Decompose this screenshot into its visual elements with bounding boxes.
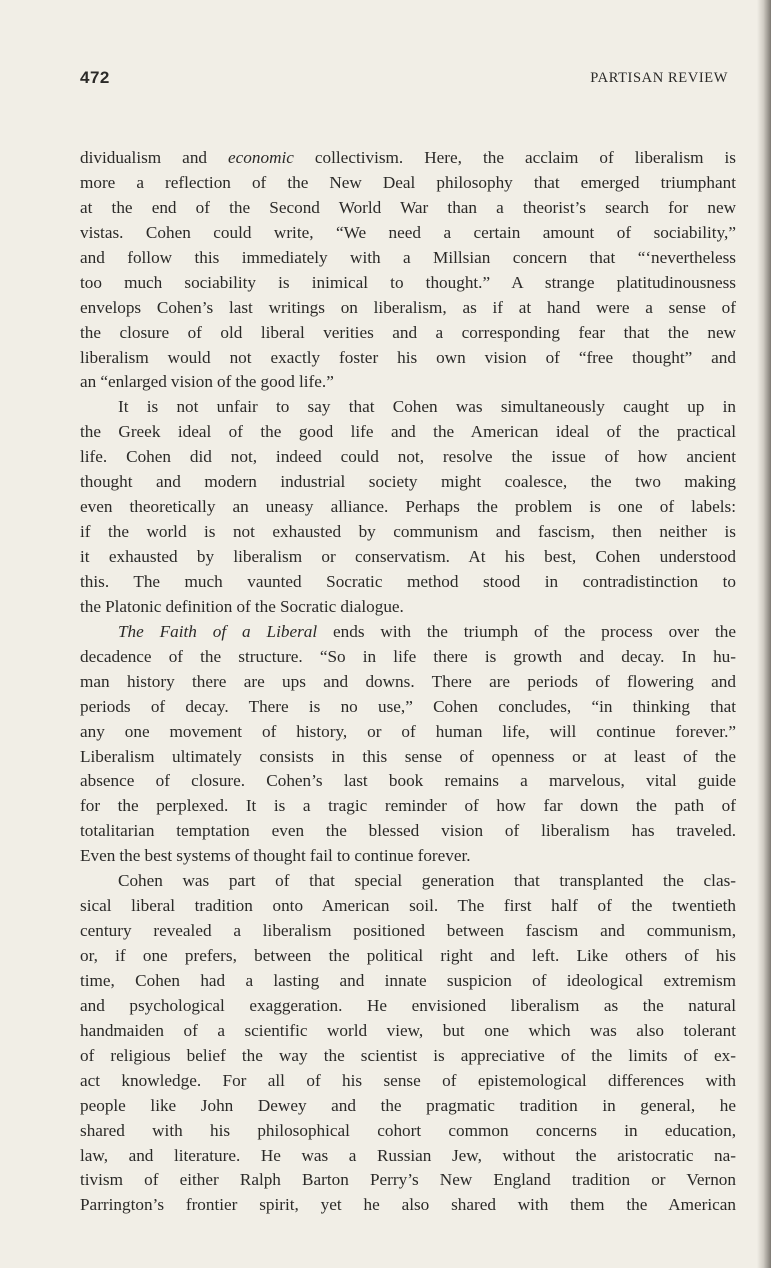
text-run: decadence of the structure. “So in life there is growth and decay. In hu-	[80, 646, 736, 666]
text-line	[80, 445, 736, 470]
text-line	[80, 869, 736, 894]
text-line	[80, 321, 736, 346]
text-run: It is not unfair to say that Cohen was simultaneously caught up in	[118, 397, 736, 417]
text-run: people like John Dewey and the pragmatic tradition in general, he	[80, 1095, 736, 1115]
text-run: Liberalism ultimately consists in this sense of openness or at least of the	[80, 746, 736, 766]
text-run: sical liberal tradition onto American soil. The first half of the twentieth	[80, 896, 736, 916]
journal-title: PARTISAN REVIEW	[590, 70, 728, 86]
text-run: collectivism. Here, the acclaim of liberalism is	[293, 148, 736, 167]
text-run: dividualism and	[80, 148, 229, 167]
text-line	[80, 894, 736, 919]
paragraph	[80, 620, 736, 869]
text-run: and psychological exaggeration. He envisioned liberalism as the natural	[80, 995, 736, 1015]
text-line	[80, 944, 736, 969]
text-line	[80, 1019, 736, 1044]
text-line	[80, 520, 736, 545]
text-line	[80, 346, 736, 371]
text-run: time, Cohen had a lasting and innate suspicion of ideological extremism	[80, 970, 736, 990]
text-run: and follow this immediately with a Millsian concern that “‘nevertheless	[80, 247, 736, 267]
running-head	[80, 68, 728, 96]
text-line	[80, 1193, 736, 1218]
text-line	[80, 695, 736, 720]
text-run: the closure of old liberal verities and a corresponding fear that the new	[80, 322, 736, 342]
text-line	[80, 844, 736, 869]
italic-text: The Faith of a Liberal	[118, 621, 318, 641]
page-number: 472	[80, 68, 110, 87]
text-line	[80, 296, 736, 321]
text-run: handmaiden of a scientific world view, but one which was also tolerant	[80, 1020, 736, 1040]
text-run: the Platonic definition of the Socratic dialogue.	[80, 596, 404, 616]
text-run: Cohen was part of that special generation that transplanted the clas-	[118, 871, 736, 891]
text-line	[80, 246, 736, 271]
text-run: at the end of the Second World War than a theorist’s search for new	[80, 197, 736, 217]
text-run: ends with the triumph of the process over the	[317, 621, 736, 641]
text-run: liberalism would not exactly foster his own vision of “free thought” and	[80, 347, 736, 367]
text-run: totalitarian temptation even the blessed vision of liberalism has traveled.	[80, 821, 736, 841]
text-line	[80, 495, 736, 520]
text-run: or, if one prefers, between the political right and left. Like others of his	[80, 946, 736, 965]
text-line	[80, 1168, 736, 1193]
text-line	[80, 969, 736, 994]
text-line	[80, 919, 736, 944]
text-run: shared with his philosophical cohort common concerns in education,	[80, 1120, 736, 1140]
text-run: act knowledge. For all of his sense of epistemological differences with	[80, 1070, 736, 1090]
text-line	[80, 769, 736, 794]
text-run: more a reflection of the New Deal philosophy that emerged triumphant	[80, 172, 736, 192]
text-run: tivism of either Ralph Barton Perry’s New England tradition or Vernon	[80, 1170, 736, 1190]
article-body	[80, 146, 736, 1218]
text-run: law, and literature. He was a Russian Jew, without the aristocratic na-	[80, 1145, 736, 1165]
text-run: too much sociability is inimical to thought.” A strange platitudinousness	[80, 272, 736, 292]
text-line	[80, 794, 736, 819]
paragraph	[80, 869, 736, 1218]
page-edge-shadow	[757, 0, 771, 1268]
text-run: thought and modern industrial society might coalesce, the two making	[80, 472, 736, 492]
text-line	[80, 545, 736, 570]
text-run: Parrington’s frontier spirit, yet he also shared with them the American	[80, 1195, 736, 1215]
text-run: any one movement of history, or of human life, will continue forever.”	[80, 721, 736, 741]
text-run: Even the best systems of thought fail to continue forever.	[80, 846, 471, 866]
text-run: this. The much vaunted Socratic method stood in contradistinction to	[80, 571, 736, 591]
text-line	[80, 1119, 736, 1144]
italic-text: economic	[228, 148, 294, 167]
text-line	[80, 745, 736, 770]
text-run: of religious belief the way the scientist is appreciative of the limits of ex-	[80, 1045, 736, 1065]
text-line	[80, 1144, 736, 1169]
text-run: if the world is not exhausted by communism and fascism, then neither is	[80, 522, 736, 542]
paragraph	[80, 395, 736, 619]
text-run: for the perplexed. It is a tragic reminder of how far down the path of	[80, 796, 736, 816]
text-line	[80, 171, 736, 196]
text-run: vistas. Cohen could write, “We need a certain amount of sociability,”	[80, 222, 736, 242]
text-line	[80, 271, 736, 296]
text-line	[80, 994, 736, 1019]
text-line	[80, 370, 736, 395]
text-line	[80, 645, 736, 670]
text-run: century revealed a liberalism positioned between fascism and communism,	[80, 921, 736, 941]
text-run: man history there are ups and downs. There are periods of flowering and	[80, 671, 736, 691]
text-run: an “enlarged vision of the good life.”	[80, 372, 334, 392]
text-run: the Greek ideal of the good life and the American ideal of the practical	[80, 422, 736, 442]
text-line	[80, 146, 736, 171]
text-line	[80, 395, 736, 420]
text-line	[80, 819, 736, 844]
text-line	[80, 1044, 736, 1069]
text-line	[80, 1094, 736, 1119]
text-line	[80, 620, 736, 645]
text-line	[80, 470, 736, 495]
text-run: life. Cohen did not, indeed could not, resolve the issue of how ancient	[80, 447, 736, 467]
text-line	[80, 420, 736, 445]
text-line	[80, 570, 736, 595]
text-line	[80, 595, 736, 620]
text-line	[80, 1069, 736, 1094]
text-run: periods of decay. There is no use,” Cohen concludes, “in thinking that	[80, 696, 736, 716]
text-run: absence of closure. Cohen’s last book remains a marvelous, vital guide	[80, 771, 736, 791]
text-line	[80, 720, 736, 745]
paragraph	[80, 146, 736, 395]
text-line	[80, 196, 736, 221]
text-run: it exhausted by liberalism or conservatism. At his best, Cohen understood	[80, 547, 736, 566]
text-run: envelops Cohen’s last writings on liberalism, as if at hand were a sense of	[80, 297, 736, 317]
text-line	[80, 670, 736, 695]
text-run: even theoretically an uneasy alliance. Perhaps the problem is one of labels:	[80, 497, 736, 517]
text-line	[80, 221, 736, 246]
